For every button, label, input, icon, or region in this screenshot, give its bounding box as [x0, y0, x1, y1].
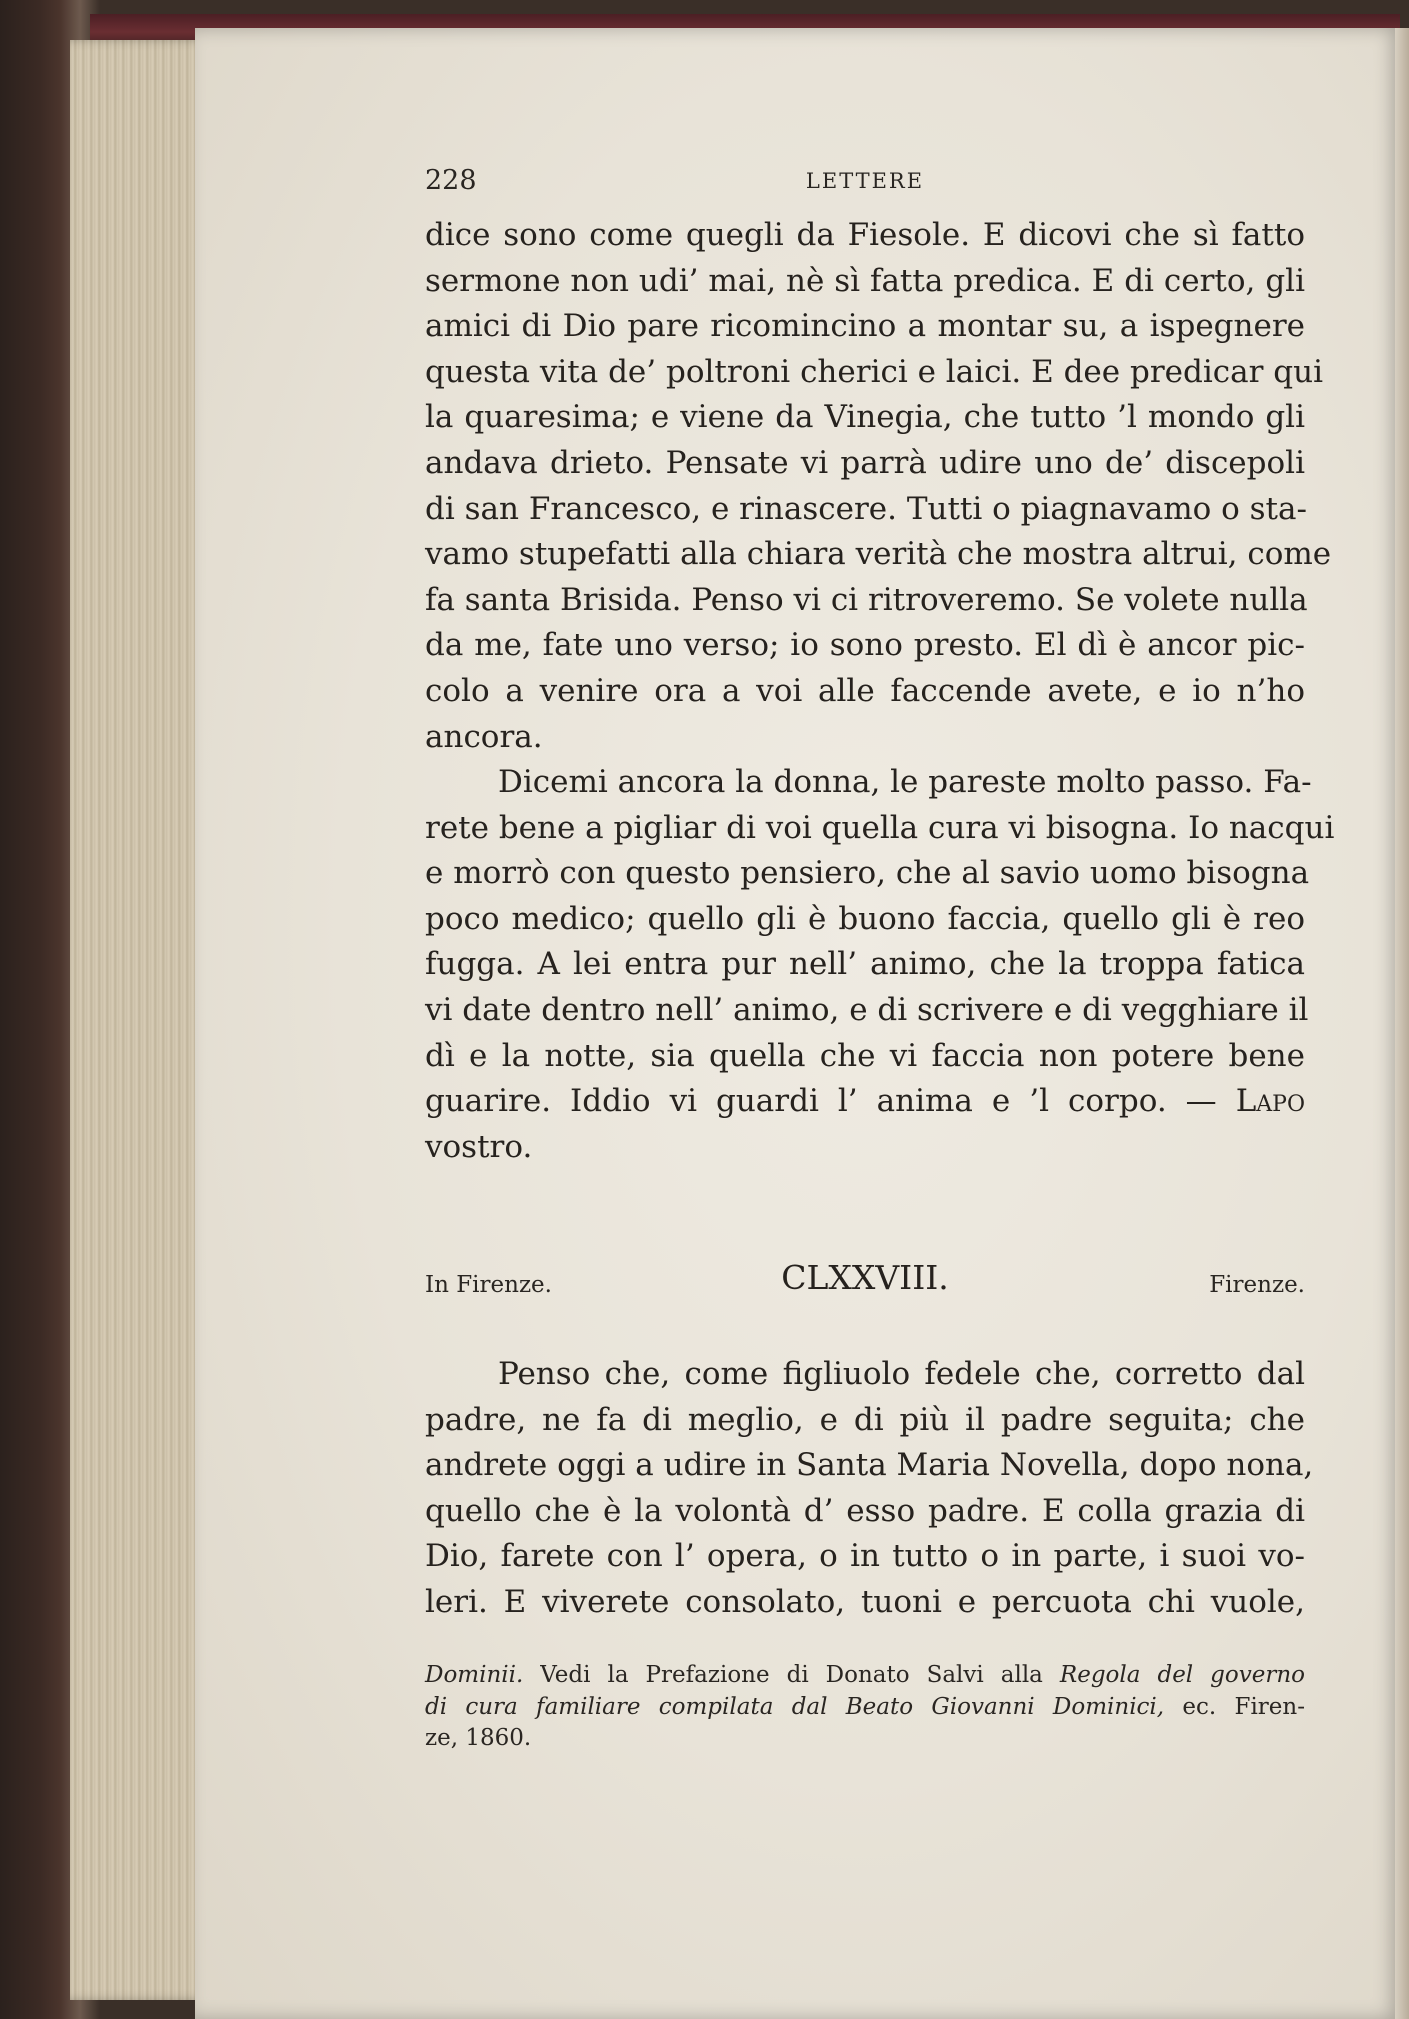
facing-page-edge: [1395, 28, 1409, 2019]
text-line: dice sono come quegli da Fiesole. E dicovi che sì fatto: [425, 217, 1305, 253]
footnote-text: Vedi la Prefazione di Donato Salvi alla: [523, 1662, 1060, 1688]
footnote-line: [425, 1692, 1305, 1724]
text-line: [425, 1079, 1305, 1125]
text-line: Dio, farete con l’ opera, o in tutto o in parte, i suoi vo-: [425, 1538, 1305, 1575]
footnote-italic: Dominii.: [425, 1662, 524, 1688]
footnote-line: ze, 1860.: [425, 1725, 532, 1751]
text-line: padre, ne fa di meglio, e di più il padre seguita; che: [425, 1401, 1305, 1438]
text-line: questa vita de’ poltroni cherici e laici. E dee predicar qui: [425, 353, 1323, 390]
text-line: Dicemi ancora la donna, le pareste molto passo. Fa-: [498, 764, 1312, 800]
footnote-line: [425, 1660, 1305, 1692]
text-line: da me, fate uno verso; io sono presto. El dì è ancor pic-: [425, 627, 1305, 664]
footnote-title: di cura familiare compilata dal Beato Giovanni Dominici,: [425, 1693, 1165, 1720]
text-line: fa santa Brisida. Penso vi ci ritroveremo. Se volete nulla: [425, 581, 1308, 618]
text-line: rete bene a pigliar di voi quella cura vi bisogna. Io nacqui: [425, 809, 1335, 846]
letter-address: In Firenze.: [425, 1272, 552, 1298]
text-line: Penso che, come figliuolo fedele che, corretto dal: [498, 1356, 1305, 1392]
text-line: poco medico; quello gli è buono faccia, quello gli è reo: [425, 900, 1305, 937]
text-line: amici di Dio pare ricomincino a montar su, a ispegnere: [425, 308, 1305, 345]
text-line: leri. E viverete consolato, tuoni e percuota chi vuole,: [425, 1583, 1305, 1620]
text-line: la quaresima; e viene da Vinegia, che tutto ’l mondo gli: [425, 399, 1305, 436]
signature: Lapo: [1235, 1083, 1305, 1120]
running-head: LETTERE: [805, 169, 925, 193]
page-number: 228: [425, 165, 477, 196]
footnote-title: Regola del governo: [1059, 1662, 1305, 1688]
text-line: andava drieto. Pensate vi parrà udire uno de’ discepoli: [425, 444, 1305, 481]
text-line: fugga. A lei entra pur nell’ animo, che la troppa fatica: [425, 946, 1305, 983]
text-line: sermone non udi’ mai, nè sì fatta predica. E di certo, gli: [425, 262, 1305, 299]
text-line: e morrò con questo pensiero, che al savio uomo bisogna: [425, 855, 1310, 892]
text-line: dì e la notte, sia quella che vi faccia non potere bene: [425, 1037, 1305, 1074]
letter-continued-para1: [425, 213, 1332, 760]
text-line: quello che è la volontà d’ esso padre. E colla grazia di: [425, 1492, 1305, 1529]
letter-heading: [425, 1258, 1305, 1308]
page-header: [425, 165, 1305, 205]
text-line: vostro.: [425, 1128, 533, 1165]
text-line: colo a venire ora a voi alle faccende avete, e io n’ho: [425, 672, 1305, 709]
letter-number: CLXXVIII.: [781, 1258, 949, 1297]
text-line: vamo stupefatti alla chiara verità che mostra altrui, come: [425, 536, 1332, 573]
text-line: vi date dentro nell’ animo, e di scrivere e di vegghiare il: [425, 991, 1309, 1028]
footnote-text: ec. Firen-: [1164, 1693, 1305, 1720]
text-line: ancora.: [425, 718, 543, 755]
text-line: andrete oggi a udire in Santa Maria Novella, dopo nona,: [425, 1447, 1314, 1484]
text-line: di san Francesco, e rinascere. Tutti o piagnavamo o sta-: [425, 490, 1307, 527]
letter-continued-para2: [425, 760, 1335, 1170]
letter-new-para: [425, 1352, 1314, 1626]
footnote: [425, 1660, 1305, 1755]
letter-place: Firenze.: [1209, 1272, 1305, 1298]
text-fragment: guarire. Iddio vi guardi l’ anima e ’l corpo. —: [425, 1083, 1236, 1120]
page-edges: [70, 40, 210, 2000]
